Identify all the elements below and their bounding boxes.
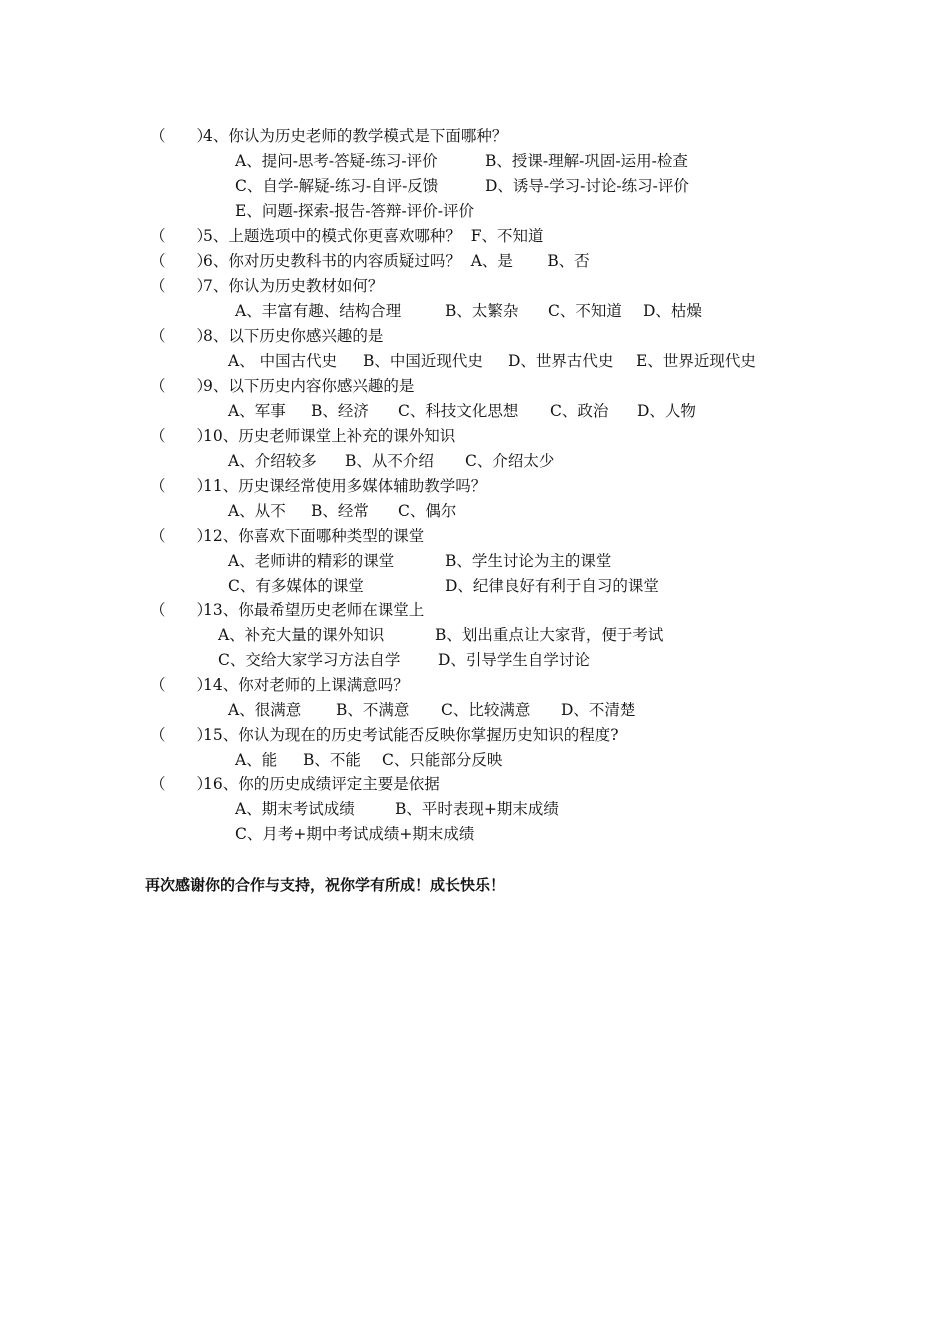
question-text: 11、历史课经常使用多媒体辅助教学吗？ [203, 477, 487, 495]
option: C、月考+期中考试成绩+期末成绩 [235, 825, 475, 843]
question-text: 7、你认为历史教材如何？ [203, 277, 384, 295]
option: A、 中国古代史 [228, 352, 338, 370]
option: E、世界近现代史 [636, 352, 756, 370]
option: C、有多媒体的课堂 [228, 577, 364, 595]
answer-blank: （ ） [150, 277, 213, 295]
option: C、只能部分反映 [382, 751, 503, 769]
option: D、枯燥 [643, 302, 702, 320]
question-text: 4、你认为历史老师的教学模式是下面哪种？ [203, 127, 508, 145]
answer-blank: （ ） [150, 601, 213, 619]
option: B、不能 [303, 751, 361, 769]
option: E、问题-探索-报告-答辩-评价-评价 [235, 202, 475, 220]
answer-blank: （ ） [150, 252, 213, 270]
option: B、中国近现代史 [363, 352, 483, 370]
answer-blank: （ ） [150, 327, 213, 345]
option: A、期末考试成绩 [235, 800, 355, 818]
option: C、偶尔 [398, 502, 457, 520]
option: A、很满意 [228, 701, 302, 719]
option: B、经常 [311, 502, 369, 520]
question-text: 15、你认为现在的历史考试能否反映你掌握历史知识的程度? [203, 726, 619, 744]
option: A、补充大量的课外知识 [218, 626, 385, 644]
answer-blank: （ ） [150, 477, 213, 495]
option: B、划出重点让大家背，便于考试 [435, 626, 664, 644]
option: A、从不 [228, 502, 286, 520]
option: C、科技文化思想 [398, 402, 519, 420]
option: C、比较满意 [441, 701, 531, 719]
option: D、世界古代史 [508, 352, 614, 370]
question-text: 12、你喜欢下面哪种类型的课堂 [203, 527, 425, 545]
option: A、提问-思考-答疑-练习-评价 [235, 152, 438, 170]
question-text: 10、历史老师课堂上补充的课外知识 [203, 427, 456, 445]
answer-blank: （ ） [150, 427, 213, 445]
option: C、政治 [550, 402, 609, 420]
option: D、人物 [637, 402, 696, 420]
option: B、经济 [311, 402, 369, 420]
closing-message: 再次感谢你的合作与支持，祝你学有所成！成长快乐！ [145, 876, 506, 894]
answer-blank: （ ） [150, 775, 213, 793]
option: B、从不介绍 [345, 452, 434, 470]
option: D、不清楚 [561, 701, 636, 719]
answer-blank: （ ） [150, 127, 213, 145]
question-text: 8、以下历史你感兴趣的是 [203, 327, 384, 345]
option: D、诱导-学习-讨论-练习-评价 [485, 177, 689, 195]
option: A、丰富有趣、结构合理 [235, 302, 402, 320]
option: B、平时表现+期末成绩 [395, 800, 559, 818]
option: A、能 [235, 751, 278, 769]
question-text: 16、你的历史成绩评定主要是依据 [203, 775, 440, 793]
option: B、太繁杂 [445, 302, 519, 320]
question-text: 13、你最希望历史老师在课堂上 [203, 601, 425, 619]
option: A、介绍较多 [228, 452, 317, 470]
answer-blank: （ ） [150, 676, 213, 694]
answer-blank: （ ） [150, 726, 213, 744]
question-text: 14、你对老师的上课满意吗？ [203, 676, 409, 694]
answer-blank: （ ） [150, 377, 213, 395]
option: B、学生讨论为主的课堂 [445, 552, 612, 570]
answer-blank: （ ） [150, 227, 213, 245]
option: D、纪律良好有利于自习的课堂 [445, 577, 659, 595]
option: C、不知道 [548, 302, 622, 320]
option: A、老师讲的精彩的课堂 [228, 552, 395, 570]
answer-blank: （ ） [150, 527, 213, 545]
option: A、军事 [228, 402, 286, 420]
question-text: 9、以下历史内容你感兴趣的是 [203, 377, 415, 395]
option: B、授课-理解-巩固-运用-检查 [485, 152, 688, 170]
option: D、引导学生自学讨论 [438, 651, 590, 669]
option: C、自学-解疑-练习-自评-反馈 [235, 177, 439, 195]
option: C、交给大家学习方法自学 [218, 651, 401, 669]
question-text: 6、你对历史教科书的内容质疑过吗？ A、是 B、否 [203, 252, 590, 270]
question-text: 5、上题选项中的模式你更喜欢哪种？ F、不知道 [203, 227, 544, 245]
option: C、介绍太少 [465, 452, 555, 470]
option: B、不满意 [336, 701, 410, 719]
